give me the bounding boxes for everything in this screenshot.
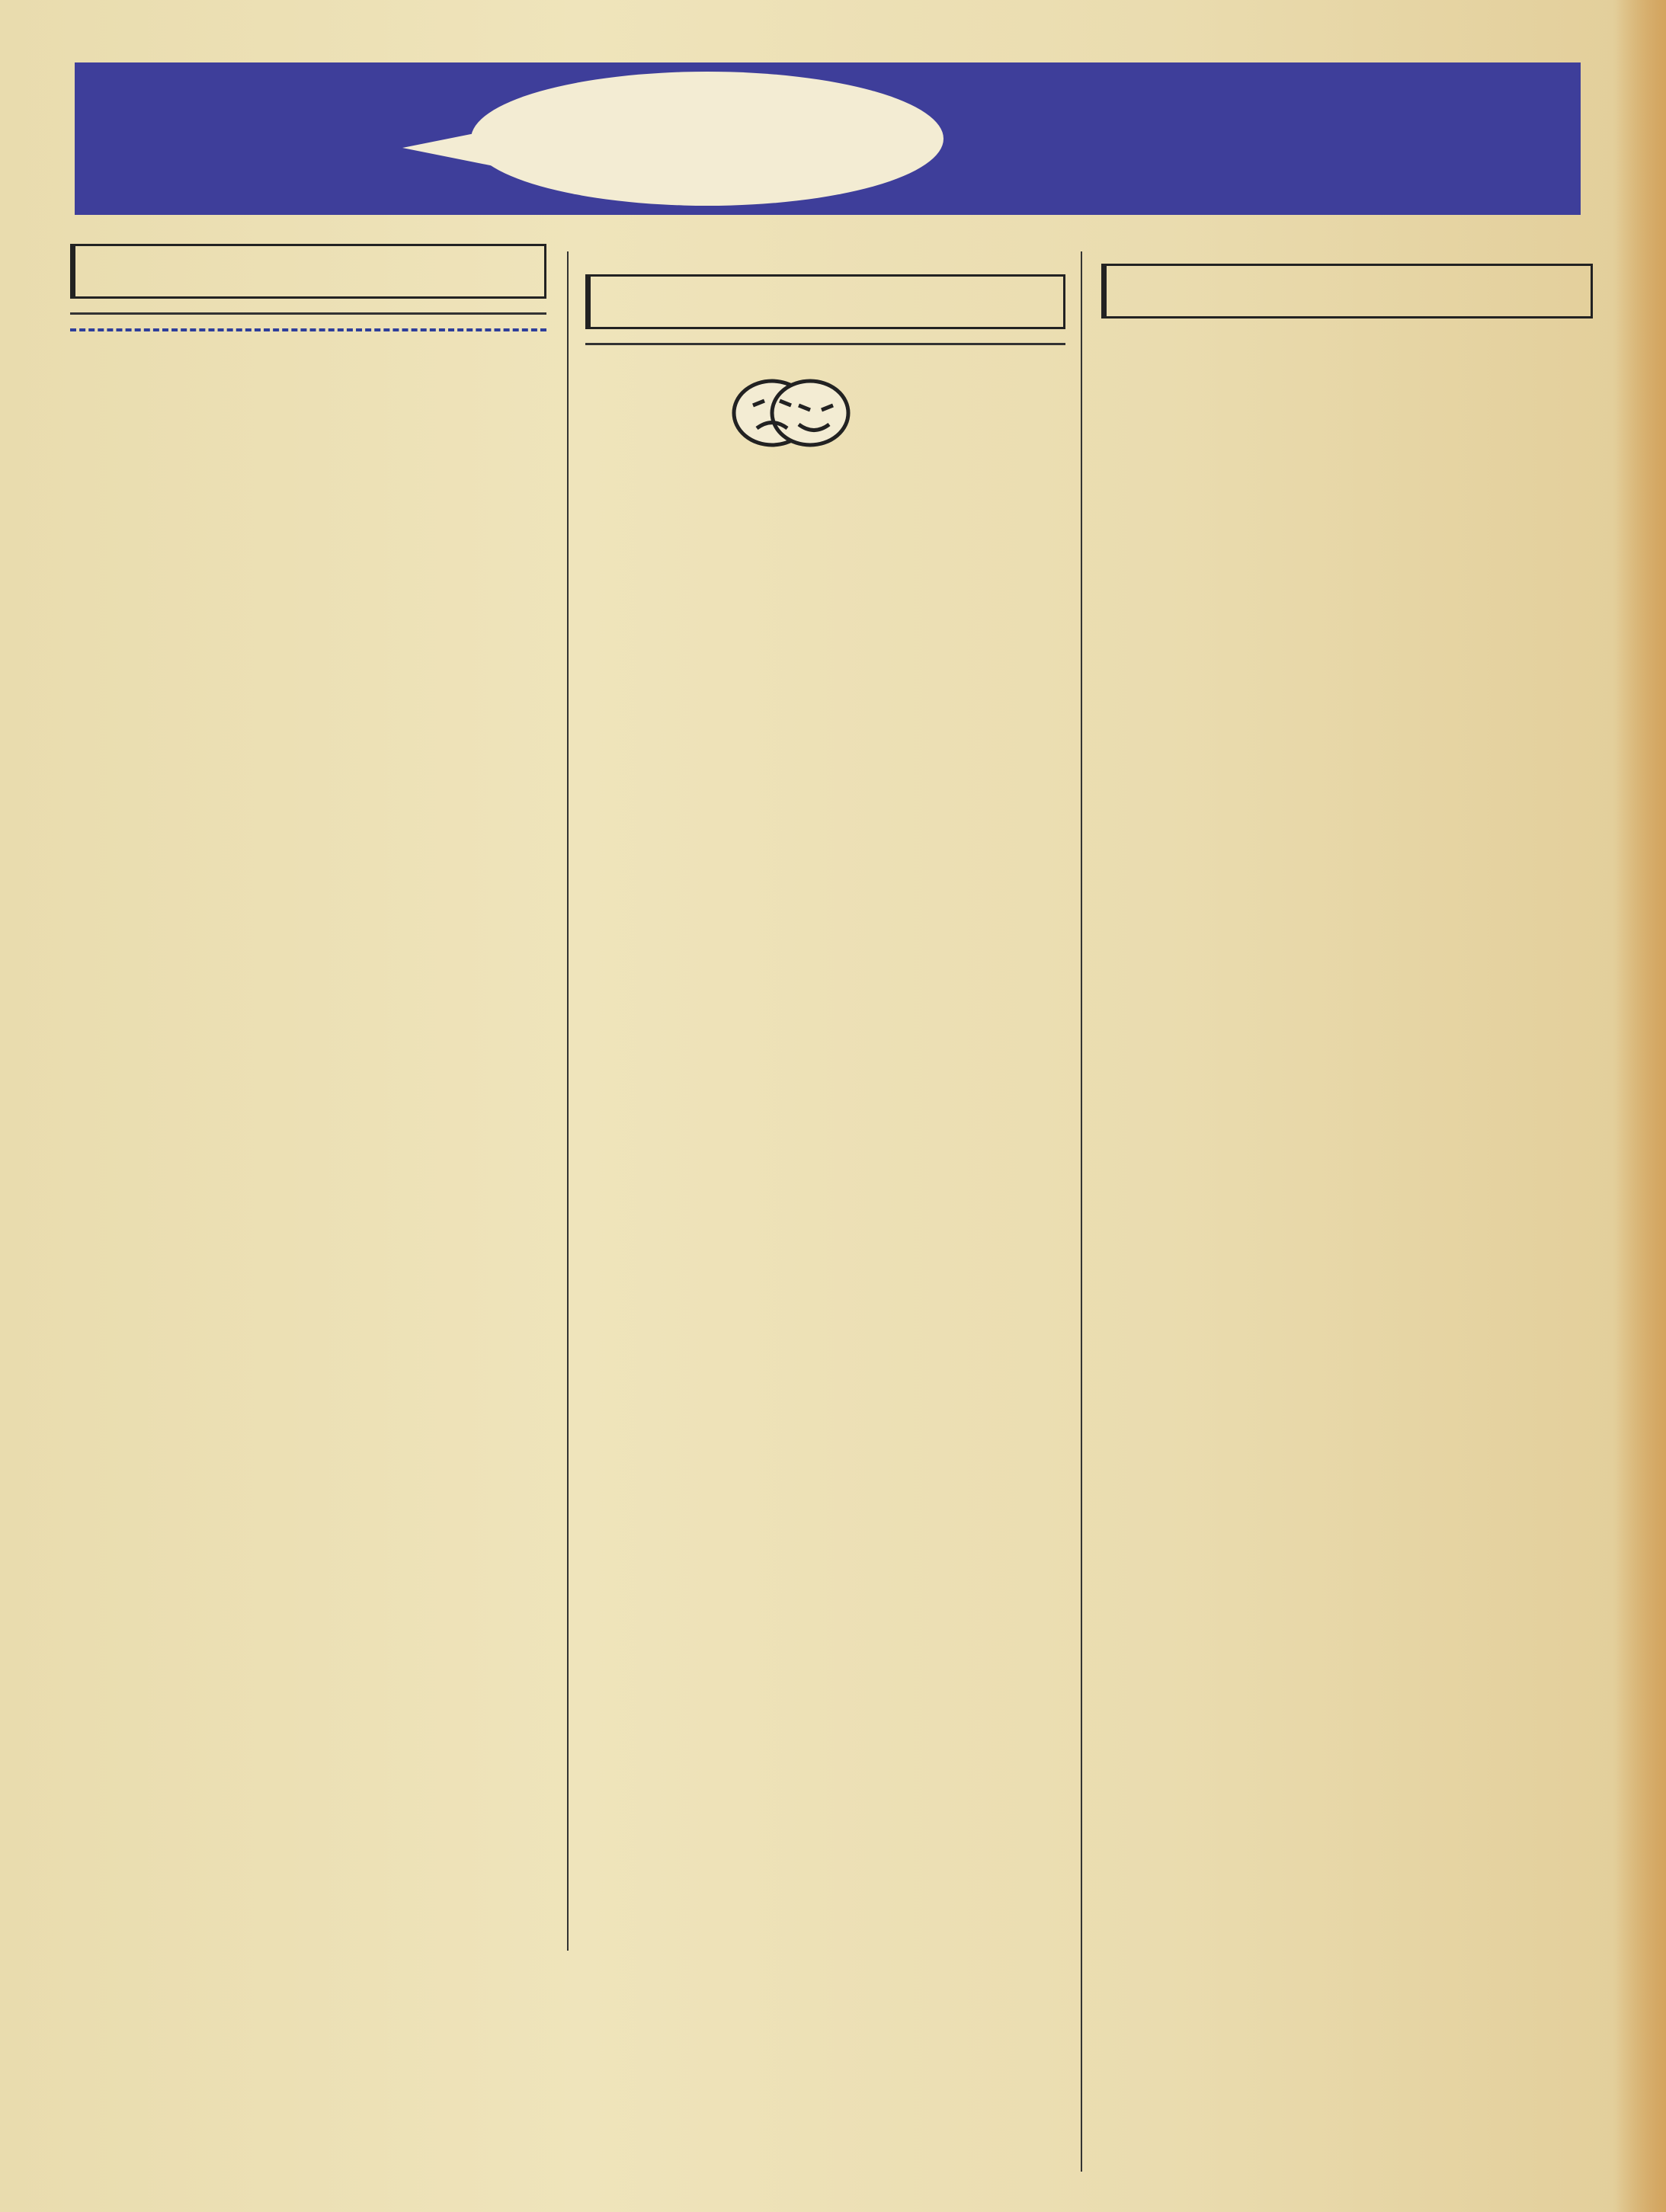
divider [70, 312, 546, 315]
column-right [1101, 244, 1593, 332]
column-rule [567, 251, 569, 1951]
page-edge [1613, 0, 1666, 2212]
day-header-thursday [1101, 264, 1593, 319]
column-middle [585, 244, 1065, 490]
day-header-tuesday [70, 244, 546, 299]
banner-tv-ellipse [471, 72, 944, 206]
column-tuesday [70, 244, 546, 345]
dashed-divider [70, 328, 546, 331]
header-banner [75, 62, 1581, 215]
theater-masks-icon [722, 371, 860, 455]
divider [585, 343, 1065, 345]
day-header-wednesday [585, 274, 1065, 329]
column-rule [1081, 251, 1082, 2172]
